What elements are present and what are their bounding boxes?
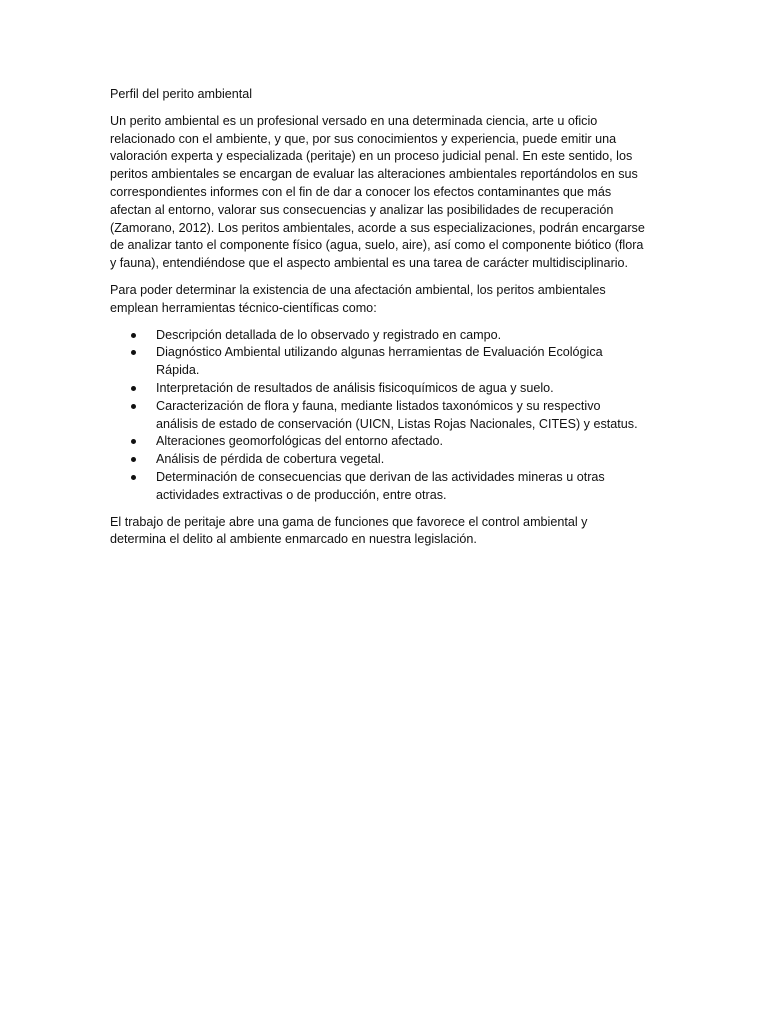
list-item xyxy=(110,344,645,380)
list-item xyxy=(110,451,645,469)
document-page xyxy=(110,86,645,558)
closing-paragraph: El trabajo de peritaje abre una gama de funciones que favorece el control ambiental y determina el delito al ambiente enmarcado en nuestra legislación. xyxy=(110,514,588,547)
list-item xyxy=(110,327,645,345)
bullet-icon xyxy=(131,350,136,355)
list-item-text: Interpretación de resultados de análisis fisicoquímicos de agua y suelo. xyxy=(156,380,554,395)
bullet-icon xyxy=(131,386,136,391)
list-item xyxy=(110,380,645,398)
bullet-icon xyxy=(131,457,136,462)
list-item-text: Alteraciones geomorfológicas del entorno afectado. xyxy=(156,434,444,449)
list-item xyxy=(110,433,645,451)
bullet-icon xyxy=(131,475,136,480)
document-title: Perfil del perito ambiental xyxy=(110,87,253,101)
list-item-text: Determinación de consecuencias que derivan de las actividades mineras u otras actividades extractivas o de producción, entre otras. xyxy=(156,469,605,502)
list-item-text: Descripción detallada de lo observado y registrado en campo. xyxy=(156,327,502,342)
bullet-icon xyxy=(131,439,136,444)
list-item-text: Diagnóstico Ambiental utilizando algunas herramientas de Evaluación Ecológica Rápida. xyxy=(156,345,603,378)
list-item xyxy=(110,398,645,434)
list-item-text: Análisis de pérdida de cobertura vegetal. xyxy=(156,452,385,467)
bullet-icon xyxy=(131,333,136,338)
tools-list xyxy=(110,327,645,505)
list-item xyxy=(110,469,645,505)
intro-paragraph: Un perito ambiental es un profesional versado en una determinada ciencia, arte u oficio relacionado con el ambiente, y que, por sus conocimientos y experiencia, puede emitir una valoración experta y especializada (peritaje) en un proceso judicial penal. En este sentido, los peritos ambientales se encargan de evaluar las alteraciones ambientales reportándolos en sus correspondientes informes con el fin de dar a conocer los efectos contaminantes que más afectan al entorno, valorar sus consecuencias y analizar las posibilidades de recuperación (Zamorano, 2012). Los peritos ambientales, acorde a sus especializaciones, podrán encargarse de analizar tanto el componente físico (agua, suelo, aire), así como el componente biótico (flora y fauna), entendiéndose que el aspecto ambiental es una tarea de carácter multidisciplinario. xyxy=(110,113,645,271)
tools-intro-paragraph: Para poder determinar la existencia de una afectación ambiental, los peritos ambientales emplean herramientas técnico-científicas como: xyxy=(110,282,606,315)
bullet-icon xyxy=(131,404,136,409)
list-item-text: Caracterización de flora y fauna, mediante listados taxonómicos y su respectivo análisis de estado de conservación (UICN, Listas Rojas Nacionales, CITES) y estatus. xyxy=(156,398,638,431)
